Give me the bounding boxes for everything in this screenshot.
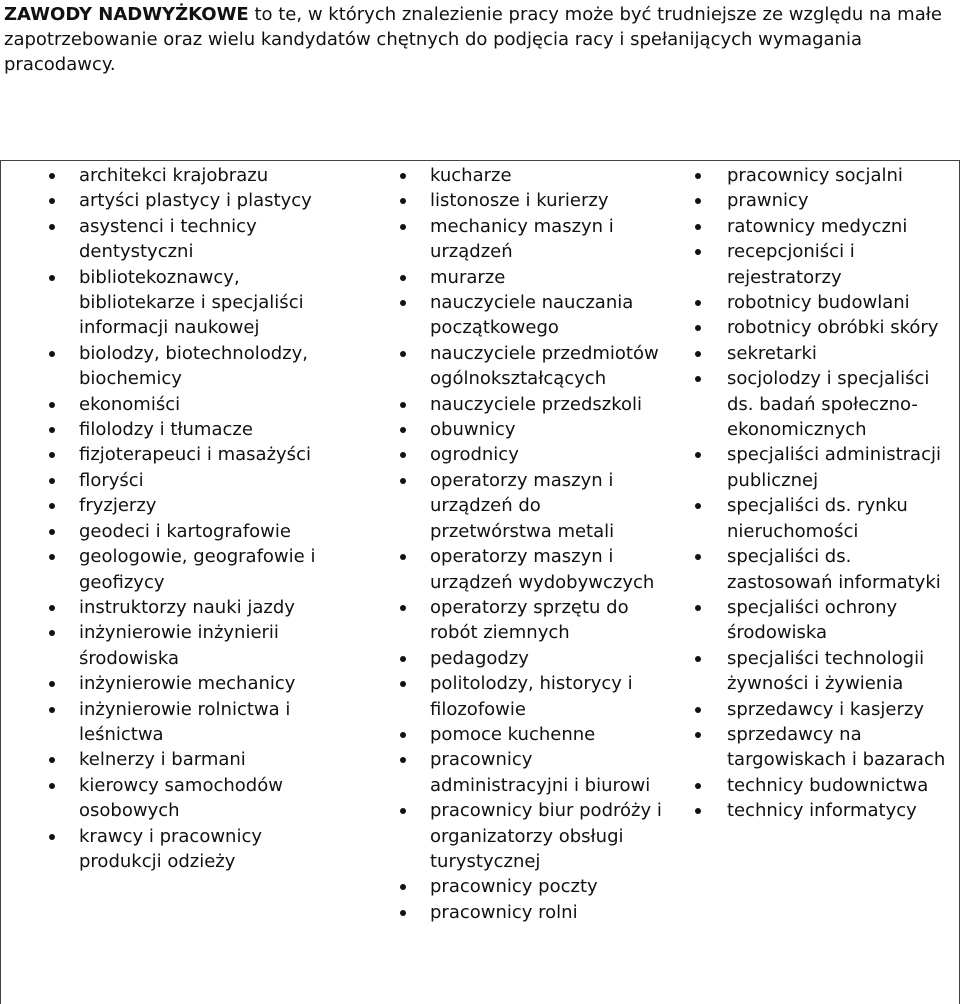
- list-item: artyści plastycy i plastycy: [43, 188, 333, 213]
- occupation-column-1: [43, 163, 333, 874]
- list-item: specjaliści ds. rynku nieruchomości: [689, 493, 959, 544]
- list-item: fizjoterapeuci i masażyści: [43, 442, 333, 467]
- list-item: recepcjoniści i rejestratorzy: [689, 239, 959, 290]
- list-item: floryści: [43, 468, 333, 493]
- list-item: operatorzy maszyn i urządzeń wydobywczych: [394, 544, 662, 595]
- list-item: instruktorzy nauki jazdy: [43, 595, 333, 620]
- list-item: kierowcy samochodów osobowych: [43, 773, 333, 824]
- occupation-column-3: [689, 163, 959, 824]
- list-item: specjaliści ochrony środowiska: [689, 595, 959, 646]
- list-item: sprzedawcy i kasjerzy: [689, 697, 959, 722]
- list-item: ekonomiści: [43, 392, 333, 417]
- list-item: pracownicy biur podróży i organizatorzy obsługi turystycznej: [394, 798, 662, 874]
- list-item: krawcy i pracownicy produkcji odzieży: [43, 824, 333, 875]
- list-item: listonosze i kurierzy: [394, 188, 662, 213]
- occupation-column-2: [394, 163, 662, 925]
- list-item: nauczyciele przedszkoli: [394, 392, 662, 417]
- list-item: inżynierowie rolnictwa i leśnictwa: [43, 697, 333, 748]
- list-item: kucharze: [394, 163, 662, 188]
- list-item: pracownicy administracyjni i biurowi: [394, 747, 662, 798]
- list-item: obuwnicy: [394, 417, 662, 442]
- intro-text: to te, w których znalezienie pracy może być trudniejsze ze względu na małe zapotrzebowanie oraz wielu kandydatów chętnych do podjęcia racy i spełanijących wymagania pracodawcy.: [4, 4, 942, 75]
- list-item: pedagodzy: [394, 646, 662, 671]
- list-item: specjaliści technologii żywności i żywienia: [689, 646, 959, 697]
- list-item: geodeci i kartografowie: [43, 519, 333, 544]
- list-item: prawnicy: [689, 188, 959, 213]
- list-item: sprzedawcy na targowiskach i bazarach: [689, 722, 959, 773]
- list-item: nauczyciele nauczania początkowego: [394, 290, 662, 341]
- list-item: kelnerzy i barmani: [43, 747, 333, 772]
- list-item: specjaliści administracji publicznej: [689, 442, 959, 493]
- list-item: robotnicy budowlani: [689, 290, 959, 315]
- intro-heading: ZAWODY NADWYŻKOWE: [4, 4, 249, 25]
- list-item: bibliotekoznawcy, bibliotekarze i specjaliści informacji naukowej: [43, 265, 333, 341]
- occupation-table: [0, 160, 960, 1004]
- list-item: filolodzy i tłumacze: [43, 417, 333, 442]
- list-item: socjolodzy i specjaliści ds. badań społeczno-ekonomicznych: [689, 366, 959, 442]
- list-item: fryzjerzy: [43, 493, 333, 518]
- list-item: murarze: [394, 265, 662, 290]
- list-item: technicy informatycy: [689, 798, 959, 823]
- intro-paragraph: [4, 2, 956, 77]
- list-item: technicy budownictwa: [689, 773, 959, 798]
- list-item: architekci krajobrazu: [43, 163, 333, 188]
- list-item: ratownicy medyczni: [689, 214, 959, 239]
- list-item: mechanicy maszyn i urządzeń: [394, 214, 662, 265]
- list-item: specjaliści ds. zastosowań informatyki: [689, 544, 959, 595]
- list-item: sekretarki: [689, 341, 959, 366]
- list-item: pracownicy poczty: [394, 874, 662, 899]
- list-item: pracownicy rolni: [394, 900, 662, 925]
- list-item: nauczyciele przedmiotów ogólnokształcących: [394, 341, 662, 392]
- list-item: biolodzy, biotechnolodzy, biochemicy: [43, 341, 333, 392]
- list-item: operatorzy maszyn i urządzeń do przetwórstwa metali: [394, 468, 662, 544]
- list-item: operatorzy sprzętu do robót ziemnych: [394, 595, 662, 646]
- list-item: geologowie, geografowie i geofizycy: [43, 544, 333, 595]
- list-item: inżynierowie mechanicy: [43, 671, 333, 696]
- list-item: politolodzy, historycy i filozofowie: [394, 671, 662, 722]
- list-item: ogrodnicy: [394, 442, 662, 467]
- list-item: inżynierowie inżynierii środowiska: [43, 620, 333, 671]
- list-item: robotnicy obróbki skóry: [689, 315, 959, 340]
- list-item: pomoce kuchenne: [394, 722, 662, 747]
- list-item: asystenci i technicy dentystyczni: [43, 214, 333, 265]
- list-item: pracownicy socjalni: [689, 163, 959, 188]
